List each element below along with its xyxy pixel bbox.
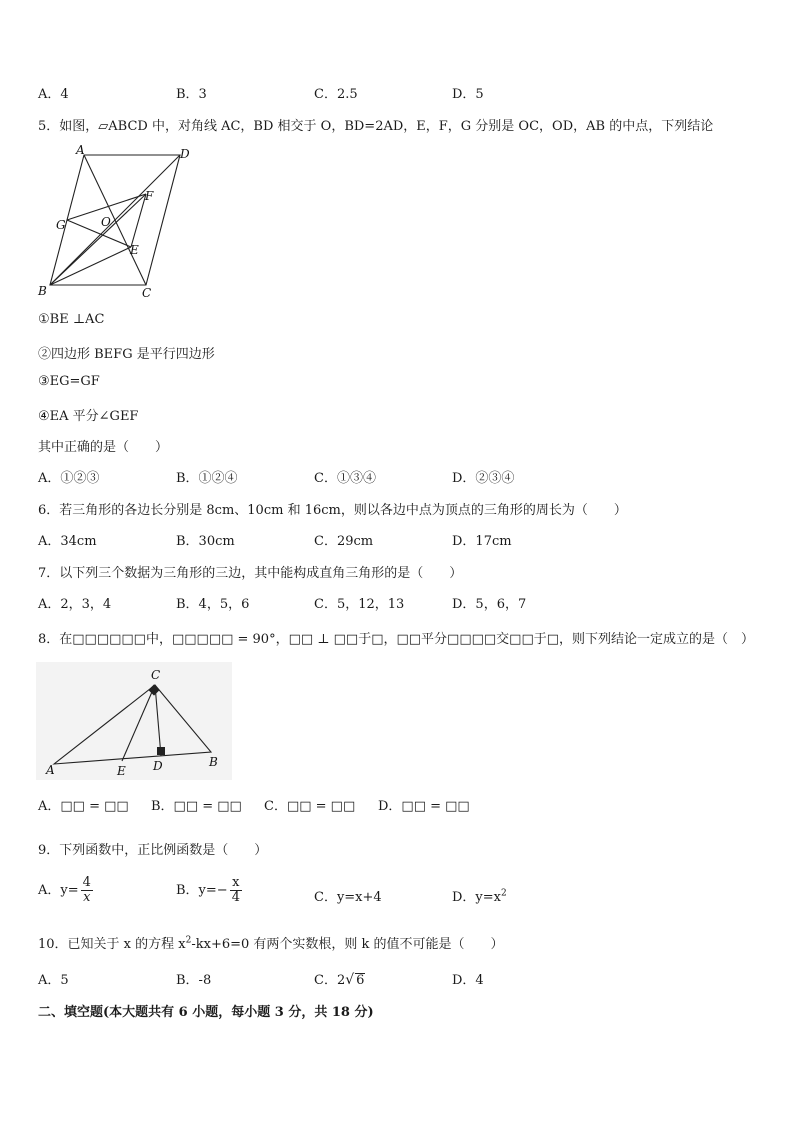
- q8-option-d: D．□□ = □□: [378, 799, 470, 814]
- label-E: E: [130, 243, 139, 257]
- q9-option-b: [176, 876, 244, 905]
- q9-option-d-exponent: 2: [501, 888, 507, 899]
- q8-stem: 8．在□□□□□□中，□□□□□ = 90°，□□ ⊥ □□于□，□□平分□□□□交□□于□，则下列结论一定成立的是（ ）: [38, 632, 755, 647]
- label-D-q8: D: [153, 759, 163, 773]
- label-C: C: [142, 286, 152, 300]
- q5-conclusion-3: ③EG=GF: [38, 374, 100, 389]
- q9-option-d-prefix: D．y=x: [452, 890, 501, 905]
- q8-option-a: A．□□ = □□: [38, 799, 129, 814]
- q6-option-b: B．30cm: [176, 534, 235, 549]
- q10-stem: [38, 933, 504, 952]
- label-D: D: [180, 147, 190, 161]
- q9-stem: 9．下列函数中，正比例函数是（ ）: [38, 843, 268, 858]
- q10-stem-post: -kx+6=0 有两个实数根，则 k 的值不可能是（ ）: [191, 937, 504, 952]
- q5-option-d: D．②③④: [452, 471, 515, 486]
- q10-option-c: [314, 969, 365, 988]
- q10-stem-pre: 10．已知关于 x 的方程 x: [38, 937, 186, 952]
- q10-option-c-prefix: C．2: [314, 973, 346, 988]
- label-B-q8: B: [209, 755, 218, 769]
- q9-option-c: C．y=x+4: [314, 890, 382, 905]
- q5-conclusion-2: ②四边形 BEFG 是平行四边形: [38, 347, 215, 362]
- q8-triangle-figure: [36, 662, 232, 780]
- q7-stem: 7．以下列三个数据为三角形的三边，其中能构成直角三角形的是（ ）: [38, 566, 463, 581]
- q6-stem: 6．若三角形的各边长分别是 8cm、10cm 和 16cm，则以各边中点为顶点的三角形的周长为（ ）: [38, 503, 627, 518]
- q4-option-d: D．5: [452, 87, 484, 102]
- q5-parallelogram-figure: [34, 142, 204, 302]
- q4-option-a: A．4: [38, 87, 69, 102]
- q6-option-d: D．17cm: [452, 534, 512, 549]
- q9-option-b-fraction: [230, 876, 242, 905]
- q5-option-a: A．①②③: [38, 471, 100, 486]
- q9-option-d: [452, 886, 507, 905]
- q10-stem-exponent: 2: [185, 935, 192, 946]
- q10-option-a: A．5: [38, 973, 69, 988]
- q5-conclusion-4: ④EA 平分∠GEF: [38, 409, 139, 424]
- q4-option-c: C．2.5: [314, 87, 358, 102]
- q8-option-b: B．□□ = □□: [151, 799, 242, 814]
- label-C-q8: C: [151, 668, 161, 682]
- q8-option-c: C．□□ = □□: [264, 799, 356, 814]
- q7-option-a: A．2，3，4: [38, 597, 112, 612]
- q10-option-d: D．4: [452, 973, 484, 988]
- q5-conclusion-1: ①BE ⊥AC: [38, 312, 105, 327]
- q7-option-c: C．5，12，13: [314, 597, 405, 612]
- fraction-denominator: 4: [231, 890, 240, 905]
- label-A: A: [76, 143, 85, 157]
- q5-ask: 其中正确的是（ ）: [38, 440, 169, 455]
- q9-option-b-prefix: B．y=−: [176, 883, 228, 898]
- q5-option-b: B．①②④: [176, 471, 238, 486]
- label-G: G: [56, 218, 66, 232]
- q9-option-a-prefix: A．y=: [38, 883, 79, 898]
- fraction-numerator: 4: [82, 875, 91, 890]
- q6-option-c: C．29cm: [314, 534, 374, 549]
- label-O: O: [101, 215, 111, 229]
- q9-option-a: [38, 876, 95, 905]
- label-E-q8: E: [117, 764, 126, 778]
- label-A-q8: A: [46, 763, 55, 777]
- section-2-heading: 二、填空题(本大题共有 6 小题，每小题 3 分，共 18 分): [38, 1005, 374, 1020]
- label-F: F: [145, 189, 154, 203]
- q5-stem: 5．如图，▱ABCD 中，对角线 AC，BD 相交于 O，BD=2AD，E，F，G 分别是 OC，OD，AB 的中点，下列结论: [38, 119, 714, 134]
- fraction-denominator: x: [83, 890, 91, 905]
- q7-option-d: D．5，6，7: [452, 597, 527, 612]
- fraction-numerator: x: [230, 876, 242, 891]
- q7-option-b: B．4，5，6: [176, 597, 250, 612]
- q9-option-a-fraction: [81, 876, 93, 905]
- radical-sign: √: [345, 972, 355, 988]
- q10-option-b: B．-8: [176, 973, 212, 988]
- q5-option-c: C．①③④: [314, 471, 376, 486]
- q10-option-c-radicand: 6: [356, 973, 365, 988]
- q6-option-a: A．34cm: [38, 534, 97, 549]
- label-B: B: [38, 284, 47, 298]
- q4-option-b: B．3: [176, 87, 207, 102]
